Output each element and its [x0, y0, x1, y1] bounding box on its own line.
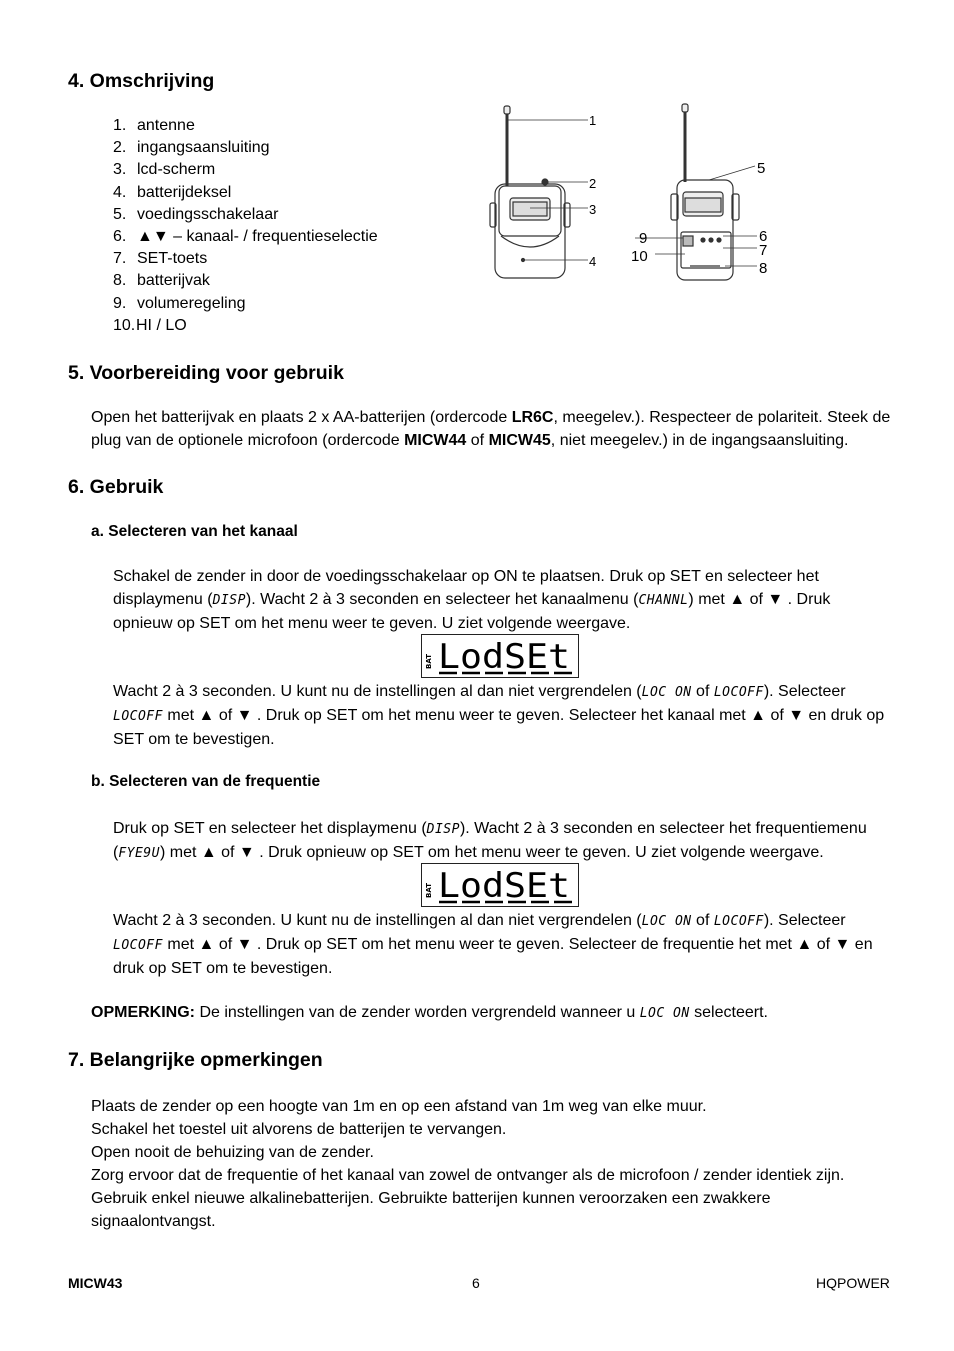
list-item: 5. voedingsschakelaar: [113, 205, 279, 223]
subsection-a-text-2: Wacht 2 à 3 seconden. U kunt nu de instellingen al dan niet vergrendelen (LOC ON of LOCOFF). Selecteer LOCOFF met ▲ of ▼ . Druk op SET om het menu weer te geven. Selecteer het kanaal met ▲ of ▼ en druk op SET om te bevestigen.: [113, 683, 885, 748]
callout-2: 2: [589, 176, 597, 191]
callout-7: 7: [759, 242, 768, 259]
callout-1: 1: [589, 113, 597, 128]
callout-3: 3: [589, 202, 597, 217]
callout-6: 6: [759, 228, 768, 245]
footer-model: MICW43: [68, 1275, 123, 1291]
list-item: 8. batterijvak: [113, 272, 210, 290]
subsection-b-text-1: Druk op SET en selecteer het displaymenu (DISP). Wacht 2 à 3 seconden en selecteer het frequentiemenu (FYE9U) met ▲ of ▼ . Druk opnieuw op SET om het menu weer te geven. U ziet volgende weergave.: [113, 820, 867, 861]
svg-text:LodSEt: LodSEt: [438, 637, 570, 677]
list-item: 10.HI / LO: [113, 316, 187, 334]
callout-5: 5: [757, 160, 766, 177]
subsection-b-text-2: Wacht 2 à 3 seconden. U kunt nu de instellingen al dan niet vergrendelen (LOC ON of LOCOFF). Selecteer LOCOFF met ▲ of ▼ . Druk op SET om het menu weer te geven. Selecteer de frequentie het met ▲ of ▼ en druk op SET om te bevestigen.: [113, 912, 873, 977]
description-list: [113, 115, 378, 337]
subsection-b-heading: b. Selecteren van de frequentie: [91, 773, 321, 790]
callout-10: 10: [631, 248, 648, 265]
list-item: 4. batterijdeksel: [113, 183, 232, 201]
list-item: 2. ingangsaansluiting: [113, 139, 270, 157]
callout-8: 8: [759, 260, 768, 277]
lcd-display-lodset: [421, 863, 579, 907]
subsection-a-text-1: Schakel de zender in door de voedingsschakelaar op ON te plaatsen. Druk op SET en selecteer het displaymenu (DISP). Wacht 2 à 3 seconden en selecteer het kanaalmenu (CHANNL) met ▲ of ▼ . Druk opnieuw op SET om het menu weer te geven. U ziet volgende weergave.: [113, 568, 831, 632]
section-6-heading: 6. Gebruik: [68, 476, 164, 498]
note-paragraph: OPMERKING: De instellingen van de zender worden vergrendeld wanneer u LOC ON selecteert.: [91, 1004, 768, 1021]
list-item: 3. lcd-scherm: [113, 161, 216, 179]
footer-page-number: 6: [472, 1275, 480, 1291]
transmitter-diagram: [485, 98, 785, 288]
section-4-heading: 4. Omschrijving: [68, 70, 215, 92]
callout-9: 9: [639, 230, 648, 247]
list-item: 7. SET-toets: [113, 250, 208, 268]
section-5-heading: 5. Voorbereiding voor gebruik: [68, 362, 344, 384]
footer-brand: HQPOWER: [816, 1275, 890, 1291]
list-item: 1. antenne: [113, 117, 195, 134]
list-item: 6. ▲▼ – kanaal- / frequentieselectie: [113, 228, 378, 246]
section-5-paragraph: Open het batterijvak en plaats 2 x AA-batterijen (ordercode LR6C, meegelev.). Respecteer de polariteit. Steek de plug van de optionele microfoon (ordercode MICW44 of MICW45, niet meegelev.) in de ingangsaansluiting.: [91, 409, 891, 449]
section-7-paragraph: Plaats de zender op een hoogte van 1m en op een afstand van 1m weg van elke muur. Schakel het toestel uit alvorens de batterijen te vervangen. Open nooit de behuizing van de zender. Zorg ervoor dat de frequentie of het kanaal van zowel de ontvanger als de microfoon / zender identiek zijn. Gebruik enkel nieuwe alkalinebatterijen. Gebruikte batterijen kunnen veroorzaken een zwakkere signaalontvangst.: [91, 1098, 845, 1230]
svg-text:BAT: BAT: [425, 883, 433, 898]
list-item: 9. volumeregeling: [113, 294, 246, 312]
callout-4: 4: [589, 254, 597, 269]
svg-text:LodSEt: LodSEt: [438, 866, 570, 906]
subsection-a-heading: a. Selecteren van het kanaal: [91, 523, 298, 540]
svg-text:BAT: BAT: [425, 654, 433, 669]
section-7-heading: 7. Belangrijke opmerkingen: [68, 1049, 323, 1071]
lcd-display-lodset: [421, 634, 579, 678]
